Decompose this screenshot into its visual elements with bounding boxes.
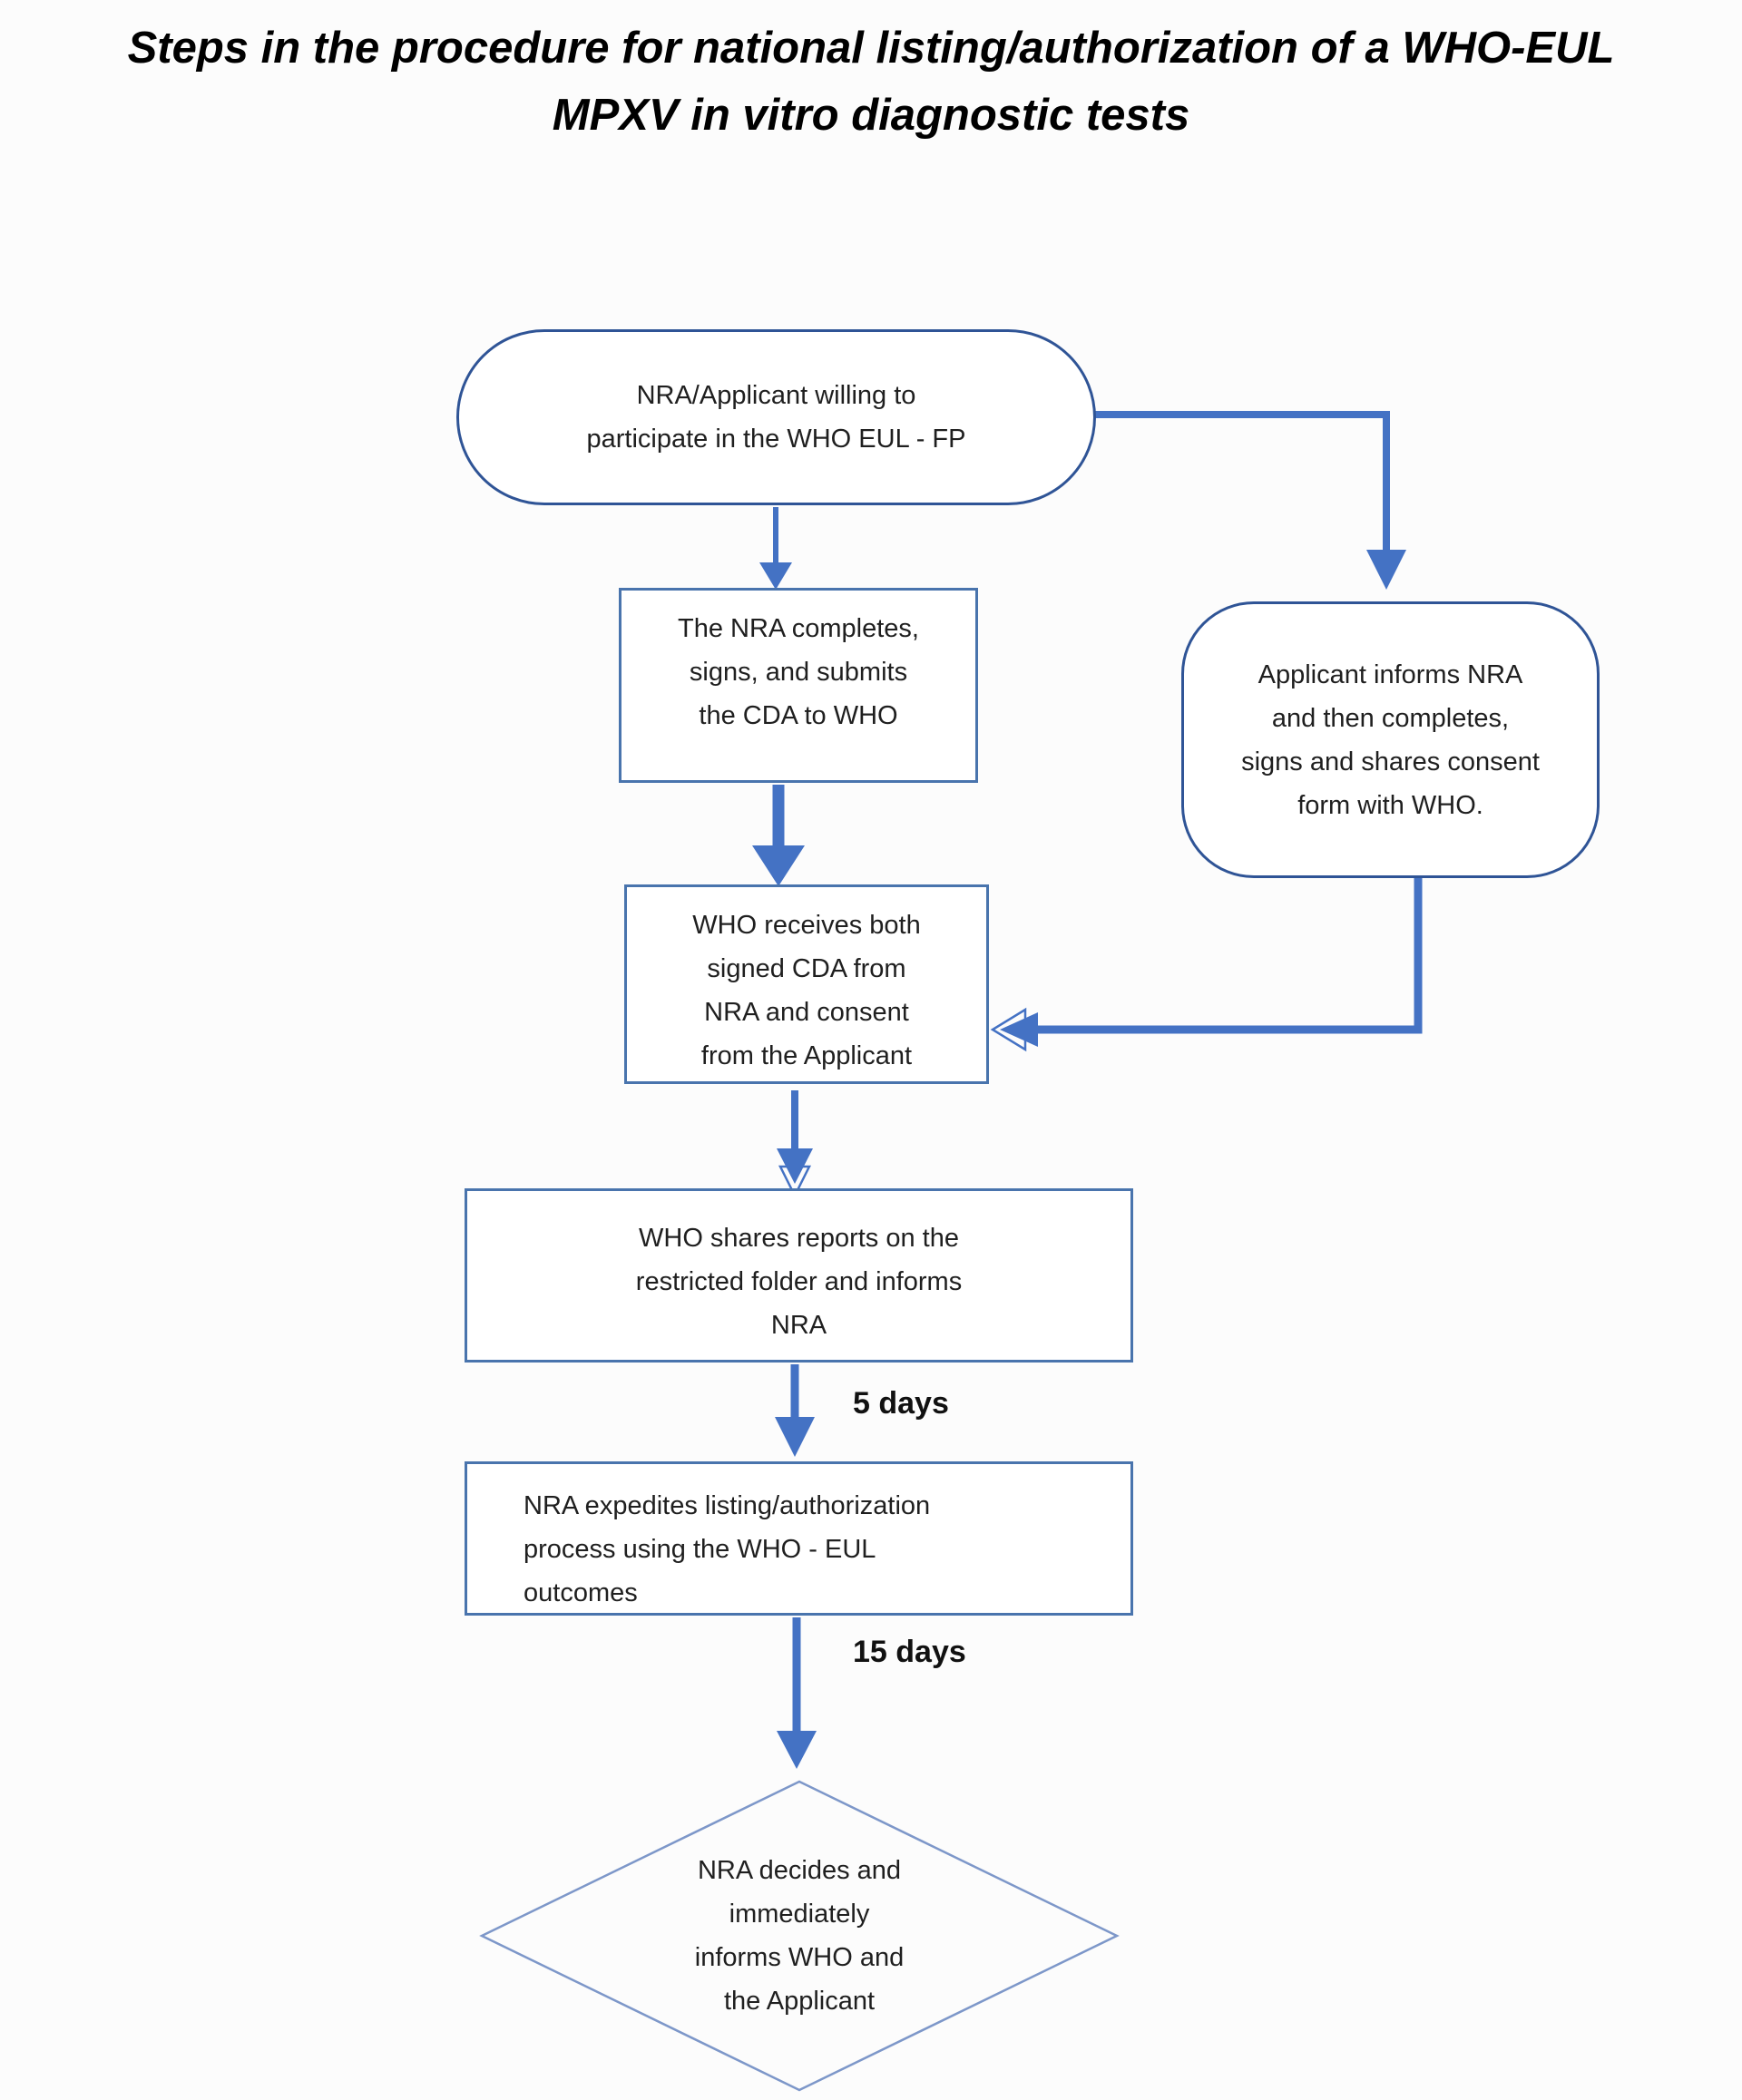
node-nra-cda-process	[619, 588, 978, 783]
node-text-line: NRA expedites listing/authorization	[524, 1491, 931, 1520]
edge-nra-expedites-to-nra-decides	[777, 1617, 817, 1769]
node-text-line: restricted folder and informs	[635, 1267, 963, 1296]
node-text-line: process using the WHO - EUL	[524, 1535, 876, 1564]
edge-nra-cda-to-who-receives	[752, 785, 805, 886]
edge-label-15-days: 15 days	[853, 1635, 966, 1669]
node-nra-expedites-process	[465, 1461, 1133, 1616]
node-applicant-consent-terminator	[1181, 601, 1600, 878]
page-title-line-2: MPXV in vitro diagnostic tests	[552, 91, 1190, 140]
node-who-receives-process	[624, 884, 989, 1084]
edge-start-to-applicant-consent	[1094, 415, 1406, 590]
node-text-line: immediately	[729, 1900, 870, 1929]
node-text-line: outcomes	[524, 1578, 638, 1607]
node-nra-decides-decision	[527, 1849, 1072, 2023]
node-text-line: and then completes,	[1271, 703, 1510, 733]
edge-label-5-days: 5 days	[853, 1386, 949, 1421]
node-text-line: the Applicant	[723, 1987, 876, 2016]
node-text-line: participate in the WHO EUL - FP	[586, 425, 966, 454]
node-text-line: NRA decides and	[697, 1856, 902, 1885]
page-title-line-1: Steps in the procedure for national listing/authorization of a WHO-EUL	[127, 24, 1615, 73]
node-who-shares-process	[465, 1188, 1133, 1363]
node-text-line: NRA/Applicant willing to	[636, 381, 916, 410]
edge-who-receives-to-who-shares	[777, 1090, 813, 1196]
node-text-line: form with WHO.	[1297, 790, 1483, 820]
node-text-line: WHO receives both	[692, 911, 921, 940]
node-text-line: Applicant informs NRA	[1258, 659, 1523, 689]
node-text-line: from the Applicant	[700, 1041, 913, 1070]
node-text-line: The NRA completes,	[678, 614, 919, 643]
edge-start-to-nra-cda	[759, 507, 792, 590]
node-text-line: signs and shares consent	[1241, 747, 1540, 777]
node-text-line: signs, and submits	[689, 658, 908, 687]
node-text-line: signed CDA from	[707, 954, 906, 983]
node-start-terminator	[456, 329, 1096, 505]
page-title	[0, 15, 1742, 149]
node-text-line: WHO shares reports on the	[639, 1224, 959, 1253]
edge-applicant-consent-to-who-receives	[993, 876, 1418, 1050]
node-text-line: informs WHO and	[694, 1943, 905, 1972]
node-text-line: NRA	[770, 1311, 827, 1340]
edge-who-shares-to-nra-expedites	[775, 1364, 815, 1457]
node-text-line: NRA and consent	[704, 998, 909, 1027]
node-text-line: the CDA to WHO	[699, 701, 898, 730]
